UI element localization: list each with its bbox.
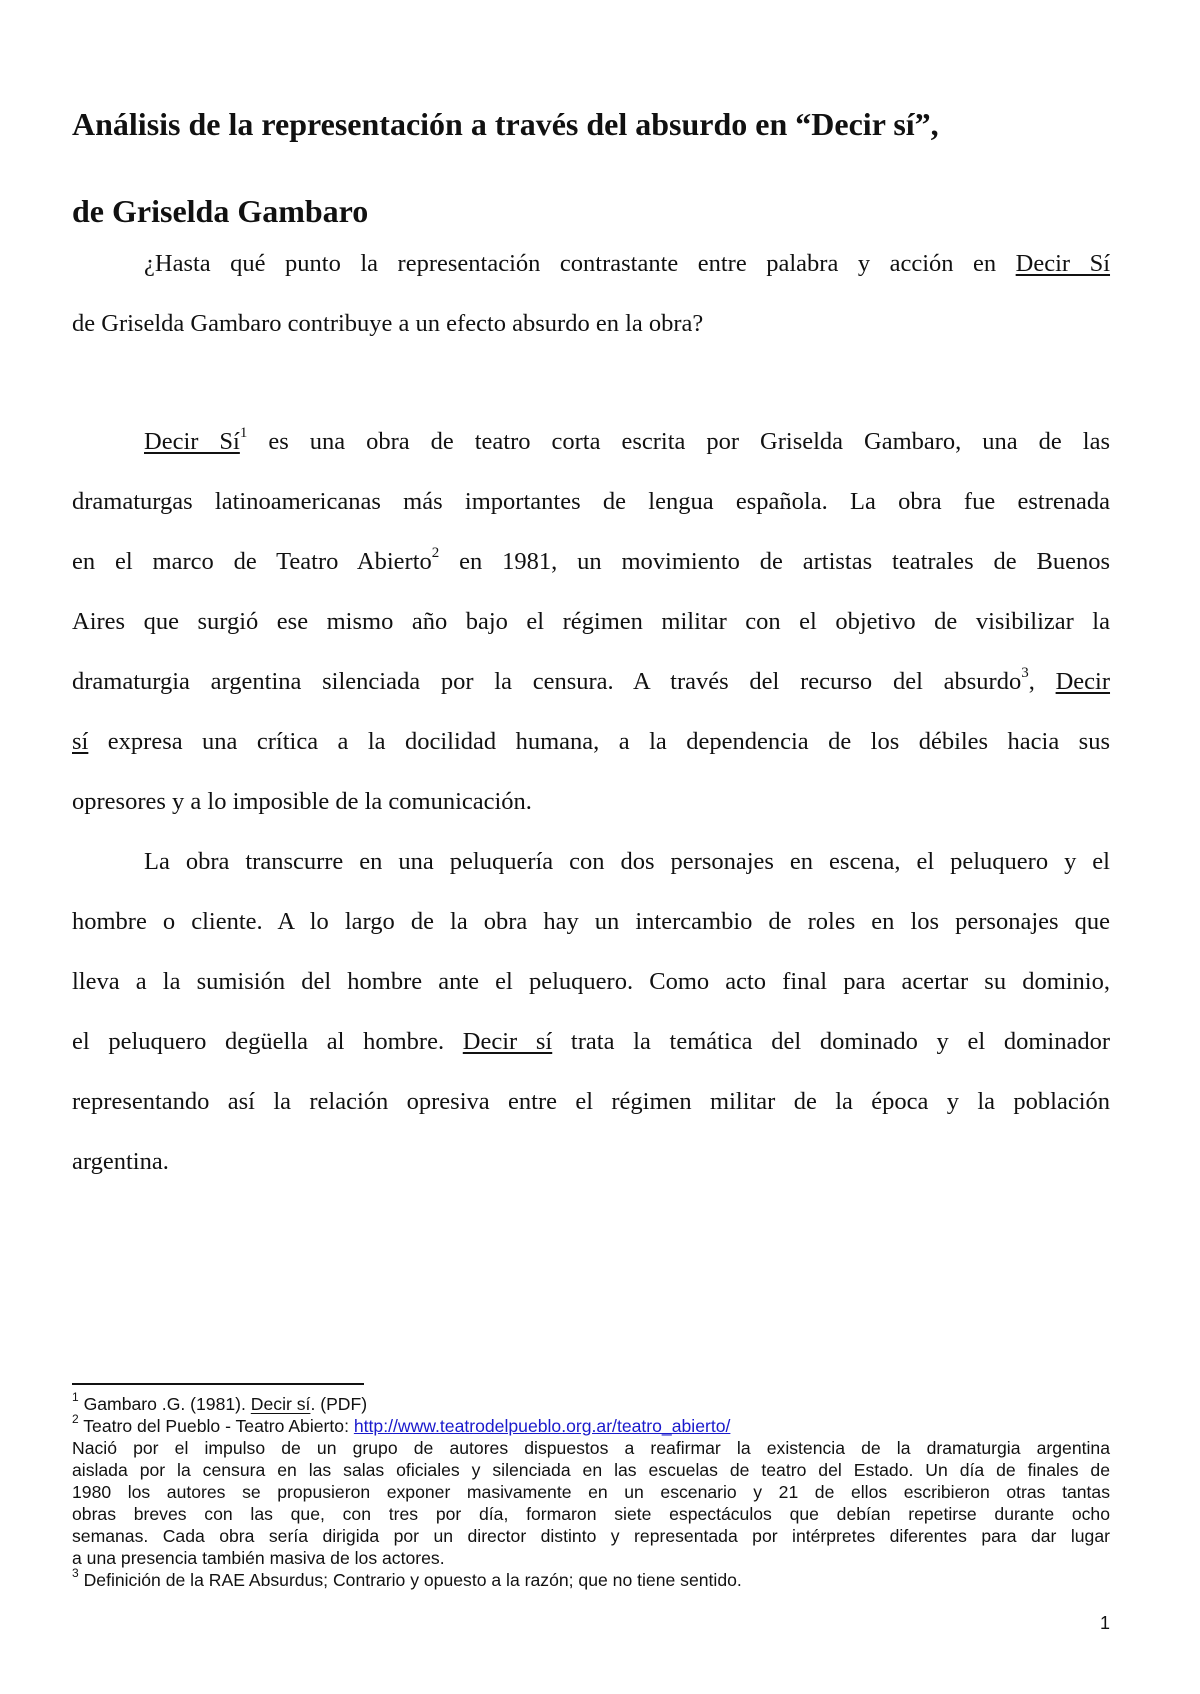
footnote-3: $^3$ Definición de la RAE Absurdus; Contrario y opuesto a la razón; que no tiene sentido. — [72, 1566, 742, 1590]
paragraph-1-line-5: dramaturgia argentina silenciada por la censura. A través del recurso del absurdo$^3$, Decir — [72, 664, 1111, 695]
paragraph-2-line-4: el peluquero degüella al hombre. Decir sí trata la temática del dominado y el dominador — [72, 1028, 1110, 1055]
paragraph-1-line-4: Aires que surgió ese mismo año bajo el régimen militar con el objetivo de visibilizar la — [72, 608, 1110, 635]
footnote-2-line-3: 1980 los autores se propusieron exponer masivamente en un escenario y 21 de ellos escribieron otras tantas — [72, 1482, 1110, 1502]
question-line-2: de Griselda Gambaro contribuye a un efecto absurdo en la obra? — [72, 310, 704, 337]
footnote-ref-3[interactable]: 3 — [1021, 664, 1029, 681]
paragraph-2-line-2: hombre o cliente. A lo largo de la obra hay un intercambio de roles en los personajes que — [72, 908, 1110, 935]
footnote-1: $^1$ Gambaro .G. (1981). Decir sí. (PDF) — [72, 1390, 368, 1414]
work-title: Decir sí — [462, 1028, 553, 1055]
footnote-separator — [72, 1383, 364, 1385]
paragraph-1-line-6: sí expresa una crítica a la docilidad humana, a la dependencia de los débiles hacia sus — [72, 728, 1110, 755]
paragraph-2-line-1: La obra transcurre en una peluquería con dos personajes en escena, el peluquero y el — [144, 848, 1110, 875]
footnote-2-line-5: semanas. Cada obra sería dirigida por un director distinto y representada por intérpretes diferentes para dar lugar — [72, 1526, 1110, 1546]
footnote-2-line-4: obras breves con las que, con tres por día, formaron siete espectáculos que debían repetirse durante ocho — [72, 1504, 1110, 1524]
question-line-1: ¿Hasta qué punto la representación contrastante entre palabra y acción en Decir Sí — [144, 250, 1111, 277]
work-title: Decir Sí — [144, 428, 240, 455]
footnote-2-line-6: a una presencia también masiva de los actores. — [72, 1548, 445, 1568]
paragraph-1-line-3: en el marco de Teatro Abierto$^2$ en 1981, un movimiento de artistas teatrales de Buenos — [72, 544, 1110, 575]
document-title-line-1: Análisis de la representación a través del absurdo en “Decir sí”, — [72, 106, 939, 142]
footnote-ref-1[interactable]: 1 — [239, 424, 248, 441]
work-title: sí — [72, 728, 89, 755]
footnote-2-line-2: aislada por la censura en las salas oficiales y silenciada en las escuelas de teatro del Estado. Un día de finales de — [72, 1460, 1110, 1480]
work-title: Decir — [1055, 668, 1111, 695]
paragraph-2-line-6: argentina. — [72, 1148, 169, 1175]
footnote-ref-2[interactable]: 2 — [431, 544, 440, 561]
paragraph-2-line-5: representando así la relación opresiva entre el régimen militar de la época y la población — [72, 1088, 1110, 1115]
paragraph-1-line-1: Decir $Sí^1$ es una obra de teatro corta escrita por Griselda Gambaro, una de las — [144, 424, 1111, 455]
paragraph-2-line-3: lleva a la sumisión del hombre ante el peluquero. Como acto final para acertar su dominio, — [72, 968, 1110, 995]
footnote-2: $^2$ Teatro del Pueblo - Teatro Abierto: http://www.teatrodelpueblo.org.ar/teatro_abierto/ — [72, 1412, 731, 1436]
work-title: Decir sí — [250, 1394, 311, 1414]
paragraph-1-line-7: opresores y a lo imposible de la comunicación. — [72, 788, 532, 815]
footnote-2-line-1: Nació por el impulso de un grupo de autores dispuestos a reafirmar la existencia de la dramaturgia argentina — [72, 1438, 1110, 1458]
teatro-abierto-link[interactable]: http://www.teatrodelpueblo.org.ar/teatro_abierto/ — [353, 1416, 731, 1436]
work-title: Decir Sí — [1015, 250, 1111, 277]
document-title-line-2: de Griselda Gambaro — [72, 193, 369, 229]
page-number: 1 — [1099, 1613, 1110, 1633]
paragraph-1-line-2: dramaturgas latinoamericanas más importantes de lengua española. La obra fue estrenada — [72, 488, 1110, 515]
